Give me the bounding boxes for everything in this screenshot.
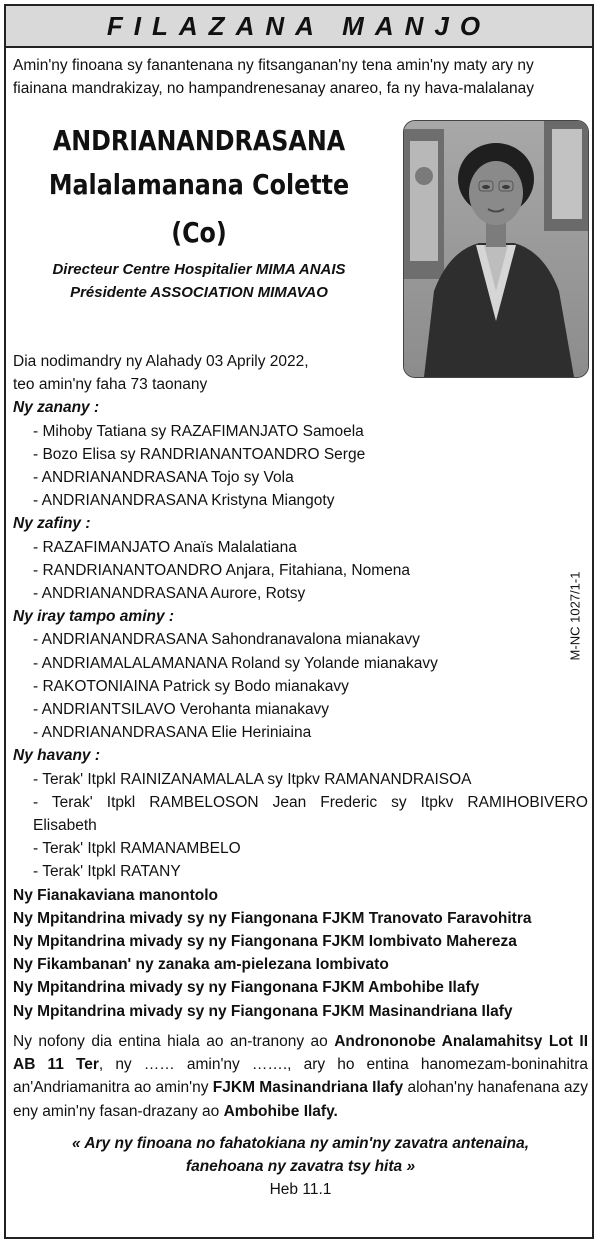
- list-item: - RANDRIANANTOANDRO Anjara, Fitahiana, Nomena: [33, 561, 411, 579]
- deceased-surname: ANDRIANANDRASANA: [52, 124, 346, 157]
- funeral-home-address: Andrononobe Analamahitsy Lot II AB 11 Ter: [13, 1032, 588, 1074]
- role-president: Présidente ASSOCIATION MIMAVAO: [70, 284, 328, 301]
- organization-line: Ny Mpitandrina mivady sy ny Fiangonana FJKM Ambohibe Ilafy: [13, 979, 480, 997]
- intro-text: Amin'ny finoana sy fanantenana ny fitsanganan'ny tena amin'ny maty ary ny fiainana mandrakizay, no hampandrenesanay anareo, fa ny hava-malalanay: [13, 57, 535, 97]
- role-director: Directeur Centre Hospitalier MIMA ANAIS: [52, 261, 346, 278]
- funeral-text-2: , ny …… amin'ny ……., ary ho entina hanomezam-boninahitra an'Andriamanitra ao amin'ny: [13, 1056, 588, 1097]
- organization-line: Ny Mpitandrina mivady sy ny Fiangonana FJKM Tranovato Faravohitra: [13, 909, 532, 927]
- siblings-heading: Ny iray tampo aminy :: [13, 608, 175, 626]
- side-reference-code: M-NC 1027/1-1: [567, 571, 583, 661]
- list-item: - ANDRIANANDRASANA Sahondranavalona mianakavy: [33, 631, 420, 649]
- list-item: - ANDRIAMALALAMANANA Roland sy Yolande mianakavy: [33, 654, 438, 672]
- header-title: FILAZANA MANJO: [106, 11, 492, 41]
- bible-reference: Heb 11.1: [269, 1181, 332, 1199]
- bible-quote-line2: fanehoana ny zavatra tsy hita »: [185, 1157, 416, 1175]
- burial-place: Ambohibe Ilafy.: [223, 1102, 338, 1120]
- relatives-heading: Ny havany :: [13, 747, 101, 765]
- list-item: - ANDRIANANDRASANA Aurore, Rotsy: [33, 585, 306, 603]
- list-item: - ANDRIANANDRASANA Kristyna Miangoty: [33, 492, 335, 510]
- list-item: - Terak' Itpkl RAINIZANAMALALA sy Itpkv RAMANANDRAISOA: [33, 770, 472, 788]
- bible-quote-line1: « Ary ny finoana no fahatokiana ny amin'ny zavatra antenaina,: [71, 1134, 530, 1152]
- organization-line: Ny Mpitandrina mivady sy ny Fiangonana FJKM Iombivato Mahereza: [13, 933, 517, 951]
- deceased-given-name: Malalamanana Colette: [48, 168, 350, 201]
- deceased-roles: [14, 258, 384, 304]
- organization-line: Ny Fianakaviana manontolo: [13, 886, 218, 904]
- list-item: - RAZAFIMANJATO Anaïs Malalatiana: [33, 538, 297, 556]
- list-item: - Mihoby Tatiana sy RAZAFIMANJATO Samoela: [33, 422, 364, 440]
- death-age-line: teo amin'ny faha 73 taonany: [13, 376, 208, 394]
- organization-line: Ny Fikambanan' ny zanaka am-pielezana Iombivato: [13, 956, 389, 974]
- death-date-line: Dia nodimandry ny Alahady 03 Aprily 2022,: [13, 353, 309, 370]
- list-item: - Bozo Elisa sy RANDRIANANTOANDRO Serge: [33, 445, 366, 463]
- funeral-details: [13, 1030, 588, 1123]
- portrait-photo: [403, 120, 589, 378]
- list-item: - Terak' Itpkl RATANY: [33, 863, 181, 881]
- deceased-nickname: (Co): [171, 216, 227, 249]
- list-item: - Terak' Itpkl RAMBELOSON Jean Frederic sy Itpkv RAMIHOBIVERO: [33, 793, 588, 811]
- announcement-body: [13, 350, 588, 1201]
- list-item: - ANDRIANANDRASANA Tojo sy Vola: [33, 469, 294, 487]
- funeral-text-3: alohan'ny hanafenana azy eny amin'ny fasan-drazany ao: [13, 1079, 588, 1120]
- funeral-church: FJKM Masinandriana Ilafy: [212, 1079, 404, 1097]
- list-item: - RAKOTONIAINA Patrick sy Bodo mianakavy: [33, 677, 349, 695]
- header-bar: [6, 6, 592, 48]
- list-item: - ANDRIANANDRASANA Elie Heriniaina: [33, 724, 312, 742]
- funeral-text-1: Ny nofony dia entina hiala ao an-tranony ao: [13, 1032, 335, 1050]
- list-item-continuation: Elisabeth: [33, 817, 97, 835]
- grandchildren-heading: Ny zafiny :: [13, 515, 91, 533]
- list-item: - Terak' Itpkl RAMANAMBELO: [33, 840, 241, 858]
- children-heading: Ny zanany :: [13, 399, 100, 417]
- list-item: - ANDRIANTSILAVO Verohanta mianakavy: [33, 701, 330, 719]
- organization-line: Ny Mpitandrina mivady sy ny Fiangonana FJKM Masinandriana Ilafy: [13, 1002, 513, 1020]
